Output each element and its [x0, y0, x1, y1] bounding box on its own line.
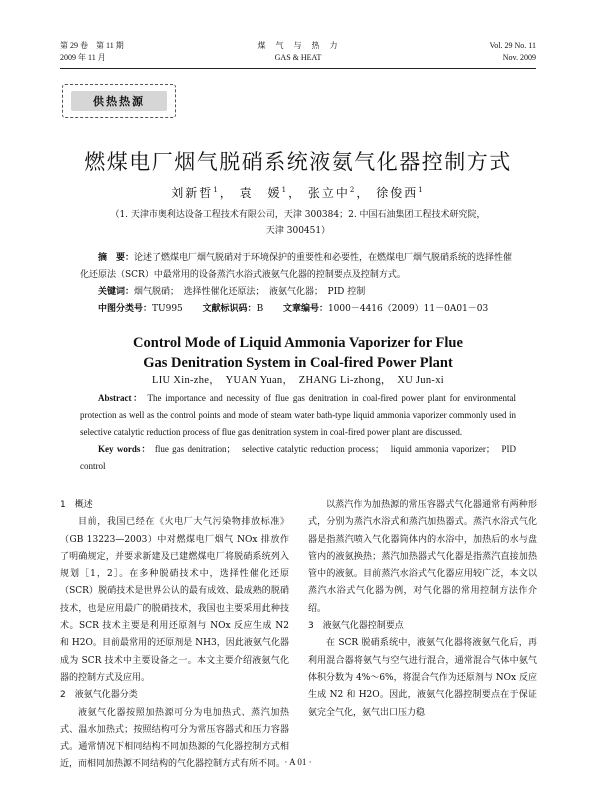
abstract-en-label: Abstract：: [98, 393, 144, 403]
header-rule: [60, 68, 536, 69]
running-header: [60, 40, 536, 66]
keywords-label: 关键词：: [98, 287, 135, 297]
clc-value: TU995: [152, 304, 183, 314]
abstract-en-text: The importance and necessity of flue gas denitration in coal-fired power plant for environmental protection as well as the control points and mode of steam water bath-type liquid ammonia vaporizer commonly used in selective catalytic reduction process of flue gas denitration system in coal-fired power plant are discussed.: [80, 393, 516, 437]
body-column-left: [60, 497, 289, 774]
body-paragraph: 在 SCR 脱硝系统中，液氨气化器将液氨气化后，再利用混合器将氨气与空气进行混合，通常混合气体中氨气体积分数为 4%～6%，将混合气作为还原剂与 NOx 反应生成 N2 和 H2O。因此，液氨气化器控制要点在于保证氨完全气化，氨气出口压力稳: [308, 638, 537, 718]
author-affil-mark: 1: [213, 186, 220, 194]
keywords-en-text: flue gas denitration； selective catalytic reduction process； liquid ammonia vaporizer； PID control: [80, 444, 516, 471]
doc-code-value: B: [256, 304, 264, 314]
issue-date-en: Nov. 2009: [502, 53, 536, 62]
body-paragraph: 以蒸汽作为加热源的常压容器式气化器通常有两种形式，分别为蒸汽水浴式和蒸汽加热器式。蒸汽水浴式气化器是指蒸汽喷入气化器筒体内的水浴中，加热后的水与盘管内的液氨换热；蒸汽加热器式气化器是指蒸汽直接加热管中的液氨。目前蒸汽水浴式气化器应用较广泛，本文以蒸汽水浴式气化器为例，对气化器的常用控制方法作介绍。: [308, 500, 537, 614]
keywords-en-label: Key words：: [98, 444, 152, 454]
issue-date: 2009 年 11 月: [60, 53, 106, 62]
abstract-en: [80, 390, 516, 475]
author-name: 袁 媛: [239, 186, 282, 200]
clc-label: 中图分类号：: [98, 304, 153, 314]
article-no-label: 文章编号：: [282, 304, 328, 314]
journal-name: [60, 40, 536, 64]
page-number: · A 01 ·: [284, 757, 312, 767]
title-en-line: Gas Denitration System in Coal-fired Power Plant: [143, 355, 453, 371]
volume-issue-en: Vol. 29 No. 11: [489, 41, 536, 50]
author-affil-mark: 1: [281, 186, 289, 194]
authors-cn: 刘新哲$^1$， 袁 媛$^1$， 张立中$^2$， 徐俊西$^1$: [171, 186, 425, 200]
affiliations: [80, 207, 516, 239]
abstract-text: 论述了燃煤电厂烟气脱硝对于环境保护的重要性和必要性，在燃煤电厂烟气脱硝系统的选择性催化还原法（SCR）中最常用的设备蒸汽水浴式液氨气化器的控制要点及控制方式。: [80, 253, 513, 280]
title-en-line: Control Mode of Liquid Ammonia Vaporizer for Flue: [133, 335, 463, 351]
author-name: 刘新哲: [171, 186, 214, 200]
affiliation-line: 天津 300451）: [265, 226, 331, 236]
body-paragraph: 目前，我国已经在《火电厂大气污染物排放标准》（GB 13223—2003）中对燃煤电厂烟气 NOx 排放作了明确规定，并要求新建及已建燃煤电厂将脱硝系统列入规划［1，2］。在多种脱硝技术中，选择性催化还原（SCR）脱硝技术是世界公认的最有成效、最成熟的脱硝技术，也是应用最广的脱硝技术，我国也主要采用此种技术。SCR 技术主要是利用还原剂与 NOx 反应生成 N2 和 H2O。目前最常用的还原剂是 NH3，因此液氨气化器成为 SCR 技术中主要设备之一。本文主要介绍液氨气化器的控制方式及应用。: [60, 517, 289, 683]
section-label: 供热热源: [71, 91, 167, 111]
author-affil-mark: 2: [349, 186, 357, 194]
section-label-box: [62, 84, 176, 118]
abstract-label: 摘 要：: [98, 253, 135, 263]
affiliation-line: （1. 天津市奥利达设备工程技术有限公司，天津 300384；2. 中国石油集团工程技术研究院，: [110, 210, 486, 220]
authors-en: LIU Xin-zhe， YUAN Yuan， ZHANG Li-zhong， XU Jun-xi: [152, 375, 444, 386]
article-no-value: 1000－4416（2009）11－0A01－03: [327, 304, 489, 314]
paper-title-cn: 燃煤电厂烟气脱硝系统液氨气化器控制方式: [84, 150, 512, 174]
section-heading: 1 概述: [60, 500, 93, 510]
journal-name-en: GAS & HEAT: [274, 53, 322, 62]
section-heading: 2 液氨气化器分类: [60, 690, 138, 701]
body-paragraph: 液氨气化器按照加热源可分为电加热式、蒸汽加热式、温水加热式；按照结构可分为常压容器式和压力容器式。通常情况下相同结构不同加热源的气化器控制方式相近，而相同加热源不同结构的气化器控制方式有所不同。: [60, 707, 289, 770]
paper-title-en: [0, 333, 596, 373]
doc-code-label: 文献标识码：: [202, 304, 257, 314]
volume-issue: 第 29 卷 第 11 期: [60, 41, 124, 50]
abstract-cn: [80, 250, 516, 318]
keywords-text: 烟气脱硝； 选择性催化还原法； 液氨气化器； PID 控制: [134, 287, 366, 297]
author-name: 张立中: [307, 186, 350, 200]
journal-name-cn: 煤 气 与 热 力: [257, 41, 339, 50]
journal-volume-en: [490, 40, 536, 64]
author-affil-mark: 1: [418, 186, 425, 194]
section-heading: 3 液氨气化器控制要点: [308, 621, 404, 632]
author-name: 徐俊西: [376, 186, 419, 200]
body-column-right: [308, 497, 537, 722]
